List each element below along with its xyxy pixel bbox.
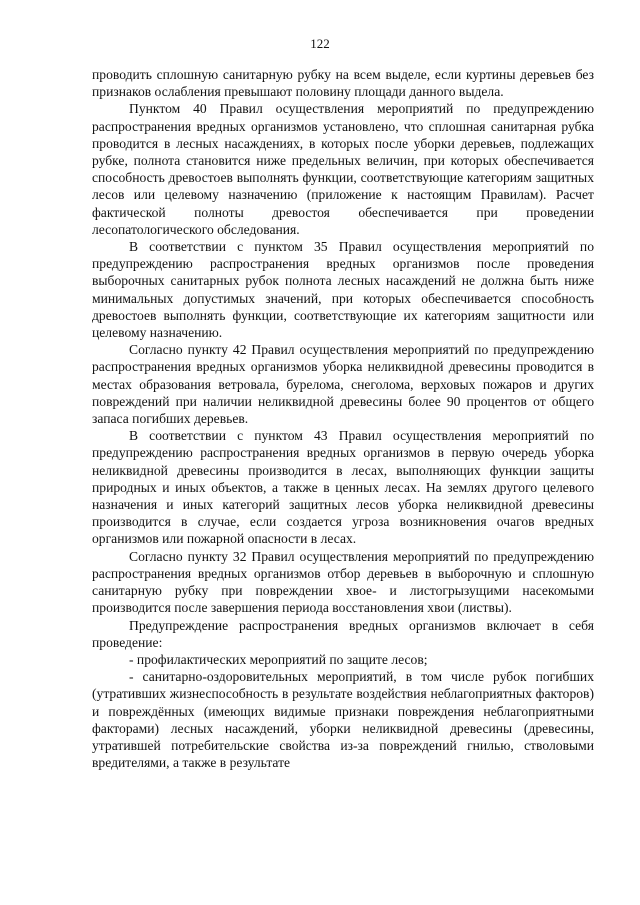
paragraph-rule-43: В соответствии с пунктом 43 Правил осуществления мероприятий по предупреждению распространения вредных организмов в первую очередь уборка неликвидной древесины производится в лесах, выполняющих функции защиты природных и иных объектов, а также в ценных лесах. На землях другого целевого назначения и иных категорий защитных лесов уборка неликвидной древесины производится в случае, если создается угроза возникновения очагов вредных организмов или пожарной опасности в лесах. [92, 428, 594, 547]
page-number: 122 [310, 36, 330, 51]
paragraph-rule-42: Согласно пункту 42 Правил осуществления мероприятий по предупреждению распространения вредных организмов уборка неликвидной древесины проводится в местах образования ветровала, бурелома, снеголома, верховых пожаров и других повреждений при наличии неликвидной древесины более 90 процентов от общего запаса погибших деревьев. [92, 342, 594, 427]
paragraph-rule-35: В соответствии с пунктом 35 Правил осуществления мероприятий по предупреждению распространения вредных организмов после проведения выборочных санитарных рубок полнота лесных насаждений не должна быть ниже минимальных допустимых значений, при которых обеспечивается способность древостоев выполнять функции, соответствующие их категориям защитности или целевому назначению. [92, 239, 594, 341]
paragraph-rule-32: Согласно пункту 32 Правил осуществления мероприятий по предупреждению распространения вредных организмов отбор деревьев в выборочную и сплошную санитарную рубку при повреждении хвое- и листогрызущими насекомыми производится после завершения периода восстановления хвои (листвы). [92, 548, 594, 616]
document-body [92, 66, 594, 771]
paragraph-prevention-intro: Предупреждение распространения вредных организмов включает в себя проведение: [92, 617, 594, 650]
paragraph-continuation: проводить сплошную санитарную рубку на всем выделе, если куртины деревьев без признаков ослабления превышают половину площади данного выдела. [92, 67, 594, 100]
list-item-preventive: - профилактических мероприятий по защите лесов; [129, 651, 428, 667]
list-item-sanitary: - санитарно-оздоровительных мероприятий, в том числе рубок погибших (утративших жизнеспособность в результате воздействия неблагоприятных факторов) и повреждённых (имеющих видимые признаки повреждения неблагоприятными факторами) лесных насаждений, уборки неликвидной древесины (древесины, утратившей потребительские свойства из-за повреждений гнилью, стволовыми вредителями, а также в результате [92, 669, 594, 771]
paragraph-rule-40: Пунктом 40 Правил осуществления мероприятий по предупреждению распространения вредных организмов установлено, что сплошная санитарная рубка проводится в лесных насаждениях, в которых после уборки деревьев, подлежащих рубке, полнота становится ниже предельных величин, при которых обеспечивается способность древостоев выполнять функции, соответствующие категориям защитных лесов или целевому назначению (приложение к настоящим Правилам). Расчет фактической полноты древостоя обеспечивается при проведении лесопатологического обследования. [92, 101, 594, 237]
